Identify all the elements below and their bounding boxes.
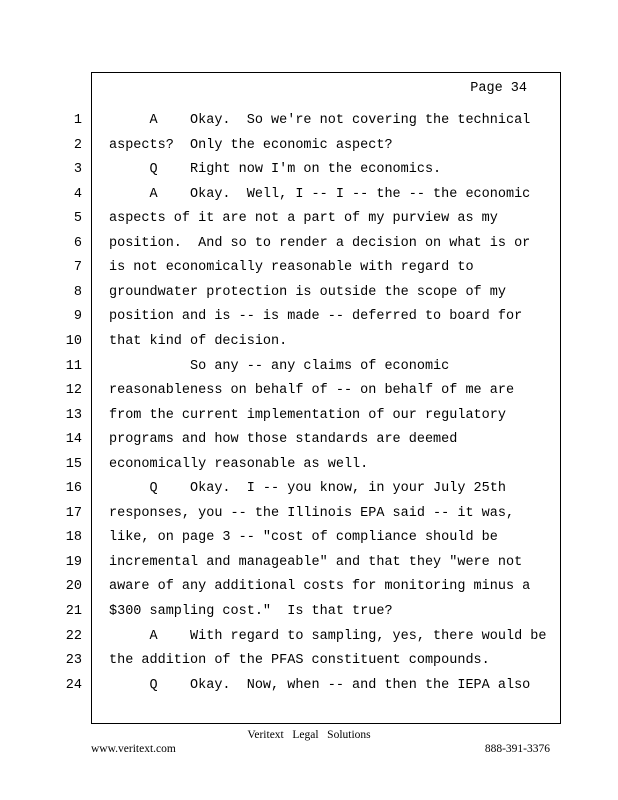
line-text: position. And so to render a decision on what is or (109, 235, 531, 251)
transcript-line (0, 455, 618, 475)
line-number: 13 (65, 407, 82, 423)
transcript-line (0, 307, 618, 327)
line-number: 8 (73, 284, 82, 300)
line-text: A Okay. Well, I -- I -- the -- the economic (109, 186, 531, 202)
line-number: 16 (65, 481, 82, 497)
line-text: Q Okay. Now, when -- and then the IEPA also (109, 677, 531, 693)
transcript-line (0, 381, 618, 401)
transcript-line (0, 258, 618, 278)
transcript-line (0, 676, 618, 696)
transcript-line (0, 283, 618, 303)
line-text: programs and how those standards are deemed (109, 432, 458, 448)
line-text: responses, you -- the Illinois EPA said -- it was, (109, 505, 515, 521)
line-text: that kind of decision. (109, 333, 288, 349)
transcript-line (0, 357, 618, 377)
footer-phone: 888-391-3376 (484, 743, 550, 755)
line-number: 17 (65, 505, 82, 521)
line-number: 19 (65, 554, 82, 570)
transcript-line (0, 185, 618, 205)
line-number: 24 (65, 677, 82, 693)
line-text: like, on page 3 -- "cost of compliance should be (109, 530, 498, 546)
line-number: 18 (65, 530, 82, 546)
line-number: 12 (65, 383, 82, 399)
transcript-line (0, 332, 618, 352)
line-number: 20 (65, 579, 82, 595)
transcript-line (0, 111, 618, 131)
line-text: position and is -- is made -- deferred to board for (109, 309, 523, 325)
line-number: 21 (65, 604, 82, 619)
line-text: aspects? Only the economic aspect? (109, 137, 393, 153)
line-number: 23 (65, 653, 82, 669)
transcript-line (0, 602, 618, 622)
transcript-line (0, 160, 618, 180)
footer-company: Veritext Legal Solutions (247, 729, 371, 741)
page-number: Page 34 (470, 81, 527, 96)
transcript-line (0, 504, 618, 524)
line-number: 2 (73, 137, 82, 153)
line-number: 3 (73, 162, 82, 178)
footer-website: www.veritext.com (91, 743, 176, 755)
transcript-line (0, 553, 618, 573)
line-text: incremental and manageable" and that they "were not (109, 554, 523, 570)
line-text: A Okay. So we're not covering the technical (109, 113, 531, 128)
transcript-line (0, 528, 618, 548)
line-text: Q Right now I'm on the economics. (109, 162, 442, 178)
line-text: reasonableness on behalf of -- on behalf of me are (109, 383, 515, 399)
line-number: 11 (65, 358, 82, 374)
line-text: A With regard to sampling, yes, there would be (109, 628, 547, 644)
line-text: from the current implementation of our regulatory (109, 407, 506, 423)
line-number: 5 (73, 211, 82, 227)
line-number: 10 (65, 333, 82, 349)
transcript-line (0, 479, 618, 499)
line-text: Q Okay. I -- you know, in your July 25th (109, 481, 506, 497)
transcript-line (0, 209, 618, 229)
transcript-line (0, 651, 618, 671)
line-number: 6 (73, 235, 82, 251)
line-text: the addition of the PFAS constituent compounds. (109, 653, 490, 669)
line-text: So any -- any claims of economic (109, 358, 450, 374)
line-text: $300 sampling cost." Is that true? (109, 604, 393, 619)
line-number: 4 (73, 186, 82, 202)
line-number: 22 (65, 628, 82, 644)
transcript-line (0, 577, 618, 597)
line-text: aware of any additional costs for monitoring minus a (109, 579, 531, 595)
transcript-line (0, 406, 618, 426)
line-number: 7 (73, 260, 82, 276)
transcript-line (0, 136, 618, 156)
transcript-line (0, 627, 618, 647)
transcript-line (0, 430, 618, 450)
line-number: 9 (73, 309, 82, 325)
transcript-line (0, 234, 618, 254)
line-number: 15 (65, 456, 82, 472)
line-text: economically reasonable as well. (109, 456, 369, 472)
line-text: is not economically reasonable with regard to (109, 260, 474, 276)
line-text: groundwater protection is outside the scope of my (109, 284, 506, 300)
line-number: 14 (65, 432, 82, 448)
line-number: 1 (73, 113, 82, 128)
line-text: aspects of it are not a part of my purview as my (109, 211, 498, 227)
